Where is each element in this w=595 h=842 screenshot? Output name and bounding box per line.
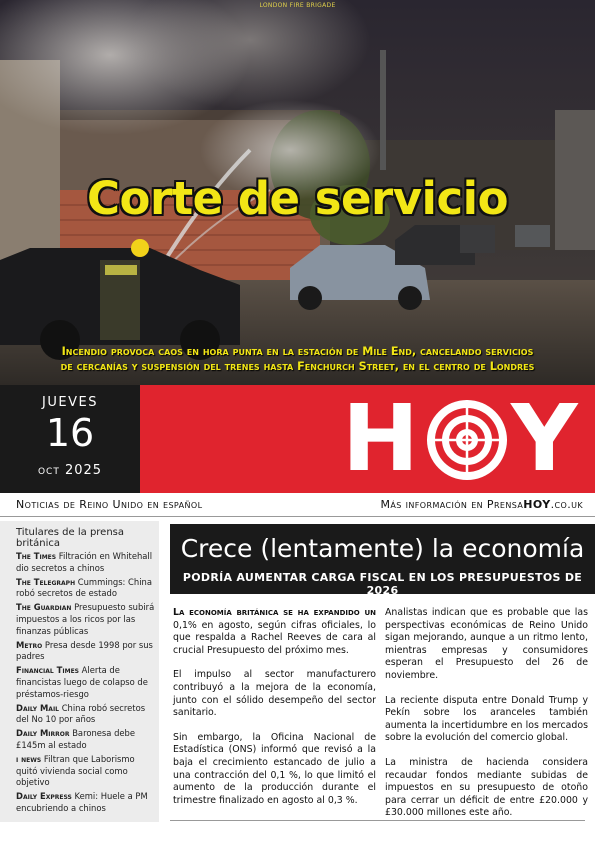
publication-name: Daily Mail	[16, 702, 60, 713]
article-column-1	[173, 607, 376, 819]
date-day: 16	[45, 411, 95, 455]
website-suffix: .co.uk	[550, 498, 583, 511]
article-paragraph	[173, 607, 376, 657]
info-bar	[0, 493, 595, 517]
masthead-logo	[140, 385, 595, 493]
article-subtitle: PODRÍA AUMENTAR CARGA FISCAL EN LOS PRESUPUESTOS DE 2026	[182, 571, 583, 597]
article-title: Crece (lentamente) la economía	[180, 534, 585, 563]
article-lead: La economía británica se ha expandido un	[173, 607, 376, 618]
article-paragraph: El impulso al sector manufacturero contribuyó a la mejora de la economía, junto con el sólido desempeño del sector sanitario.	[173, 669, 376, 719]
publication-name: i news	[16, 753, 42, 764]
website-link[interactable]	[381, 498, 584, 511]
headline-item	[16, 703, 155, 727]
article-column-2	[385, 607, 588, 832]
headline-item	[16, 665, 155, 700]
headline-item	[16, 577, 155, 601]
subhead-line-2: de cercanías y suspensión del trenes hasta Fenchurch Street, en el centro de Londres	[60, 360, 535, 373]
hero-subheadline	[8, 344, 587, 374]
publication-name: The Times	[16, 551, 57, 561]
headline-text: Filtran que Laborismo quitó vivienda social como objetivo	[16, 753, 135, 788]
headline-item	[16, 602, 155, 637]
publication-name: Daily Mirror	[16, 728, 70, 739]
headline-item	[16, 754, 155, 789]
article-paragraph: Sin embargo, la Oficina Nacional de Estadística (ONS) informó que revisó a la baja el crecimiento estancado de julio a una contracción del 0,1 %, lo que limitó el aumento de la producción durante el trimestre finalizado en agosto al 0,3 %.	[173, 731, 376, 806]
target-icon	[426, 399, 508, 481]
press-headlines-sidebar	[0, 521, 159, 822]
headline-item	[16, 640, 155, 664]
headline-item	[16, 551, 155, 575]
date-month-year: oct 2025	[37, 463, 103, 478]
sidebar-title: Titulares de la prensa británica	[16, 527, 125, 549]
headline-item	[16, 728, 155, 752]
publication-name: Financial Times	[16, 665, 79, 676]
article-lead-rest: 0,1% en agosto, según cifras oficiales, lo que respalda a Rachel Reeves de cara al crucial Presupuesto del próximo mes.	[173, 619, 376, 656]
article-paragraph: Analistas indican que es probable que las perspectivas económicas de Reino Unido sigan mejorando, aunque a un ritmo lento, mientras empresas y consumidores esperan el Presupuesto del 26 de noviembre.	[385, 607, 588, 681]
headline-item	[16, 791, 155, 815]
headline-text: Baronesa debe £145m al estado	[16, 728, 136, 750]
bottom-rule	[170, 820, 585, 821]
headline-text: Alerta de financistas luego de colapso de préstamos-riesgo	[16, 665, 148, 699]
article-paragraph: La ministra de hacienda considera recaudar fondos mediante subidas de impuestos en su presupuesto de otoño para cerrar un déficit de entre £20.000 y £30.000 millones este año.	[385, 756, 588, 819]
tagline: Noticias de Reino Unido en español	[16, 498, 203, 511]
date-box	[0, 385, 140, 493]
date-weekday: JUEVES	[42, 395, 98, 410]
article-banner	[170, 524, 595, 597]
headline-text: Presa desde 1998 por sus padres	[16, 639, 153, 662]
logo-letter-y: Y	[511, 385, 578, 492]
main-headline: Corte de servicio	[87, 172, 508, 225]
hero-photo	[0, 0, 595, 385]
headline-text: Kemi: Huele a PM encubriendo a chinos	[16, 791, 148, 813]
headline-text: China robó secretos del No 10 por años	[16, 702, 146, 725]
logo-letter-h: H	[342, 385, 419, 492]
headline-text: Cummings: China robó secretos de estado	[16, 576, 152, 599]
article-paragraph: La reciente disputa entre Donald Trump y Pekín sobre los aranceles también aumenta la incertidumbre en los mercados sobre la evolución del comercio global.	[385, 694, 588, 744]
publication-name: Metro	[16, 639, 43, 650]
website-prefix: Más información en Prensa	[380, 498, 524, 511]
headline-text: Presupuesto subirá impuestos a los ricos por las finanzas públicas	[16, 602, 155, 636]
headline-text: Filtración en Whitehall dio secretos a chinos	[16, 551, 153, 573]
publication-name: Daily Express	[16, 791, 72, 802]
publication-name: The Telegraph	[16, 576, 76, 587]
photo-credit: LONDON FIRE BRIGADE	[259, 2, 336, 9]
subhead-line-1: Incendio provoca caos en hora punta en la estación de Mile End, cancelando servicios	[61, 345, 534, 358]
website-bold: HOY	[523, 498, 551, 511]
publication-name: The Guardian	[16, 602, 72, 613]
